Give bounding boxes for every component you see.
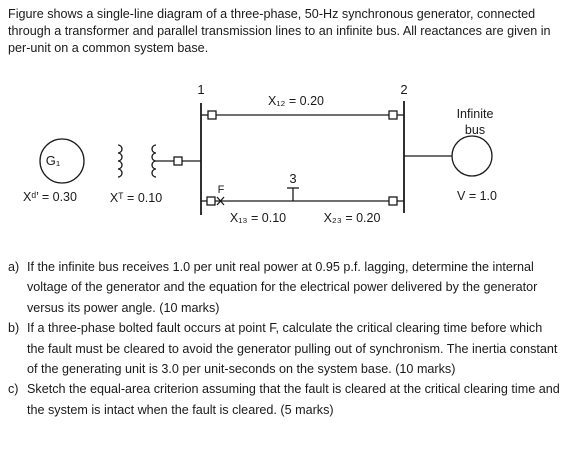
generator-label: G₁ bbox=[45, 153, 61, 168]
xd-label: Xᵈ’ = 0.30 bbox=[23, 190, 77, 204]
bus-2-label: 2 bbox=[400, 82, 408, 97]
transformer-secondary-coil bbox=[152, 145, 156, 177]
question-text: If the infinite bus receives 1.0 per unit real power at 0.95 p.f. lagging, determine the internal voltage of the generator and the equation for the electrical power delivered by the generator versus its power angle. (10 marks) bbox=[27, 260, 538, 315]
bus-3-label: 3 bbox=[289, 171, 297, 186]
breaker-12-left bbox=[208, 111, 216, 119]
bus-1-label: 1 bbox=[197, 82, 205, 97]
question-label: b) bbox=[8, 321, 20, 336]
xt-label: Xᵀ = 0.10 bbox=[109, 191, 163, 205]
breaker-23 bbox=[389, 197, 397, 205]
question-item bbox=[8, 257, 560, 318]
infinite-bus-label-line2: bus bbox=[464, 123, 486, 137]
breaker-bus1-tx bbox=[174, 157, 182, 165]
infinite-bus-symbol bbox=[452, 136, 492, 176]
x12-label: X₁₂ = 0.20 bbox=[268, 94, 324, 108]
intro-text: Figure shows a single-line diagram of a three-phase, 50-Hz synchronous generator, connected through a transformer and parallel transmission lines to an infinite bus. All reactances are given in per-unit on a common system base. bbox=[8, 7, 551, 55]
infinite-bus-label-line1: Infinite bbox=[456, 107, 494, 121]
breaker-12-right bbox=[389, 111, 397, 119]
transformer-primary-coil bbox=[118, 145, 122, 177]
question-text: Sketch the equal-area criterion assuming that the fault is cleared at the critical clearing time and the system is intact when the fault is cleared. (5 marks) bbox=[27, 382, 560, 417]
question-item bbox=[8, 379, 560, 420]
fault-label: F bbox=[217, 184, 225, 196]
x13-label: X₁₃ = 0.10 bbox=[229, 211, 287, 225]
breaker-13 bbox=[207, 197, 215, 205]
question-item bbox=[8, 318, 560, 379]
question-label: a) bbox=[8, 260, 20, 274]
question-label: c) bbox=[8, 382, 19, 397]
x23-label: X₂₃ = 0.20 bbox=[323, 211, 381, 225]
question-list bbox=[8, 257, 560, 420]
question-text: If a three-phase bolted fault occurs at point F, calculate the critical clearing time before which the fault must be cleared to avoid the generator pulling out of synchronism. The inertia constant of the generating unit is 3.0 per unit-seconds on the system base. (10 marks) bbox=[27, 321, 558, 377]
voltage-label: V = 1.0 bbox=[457, 189, 497, 203]
